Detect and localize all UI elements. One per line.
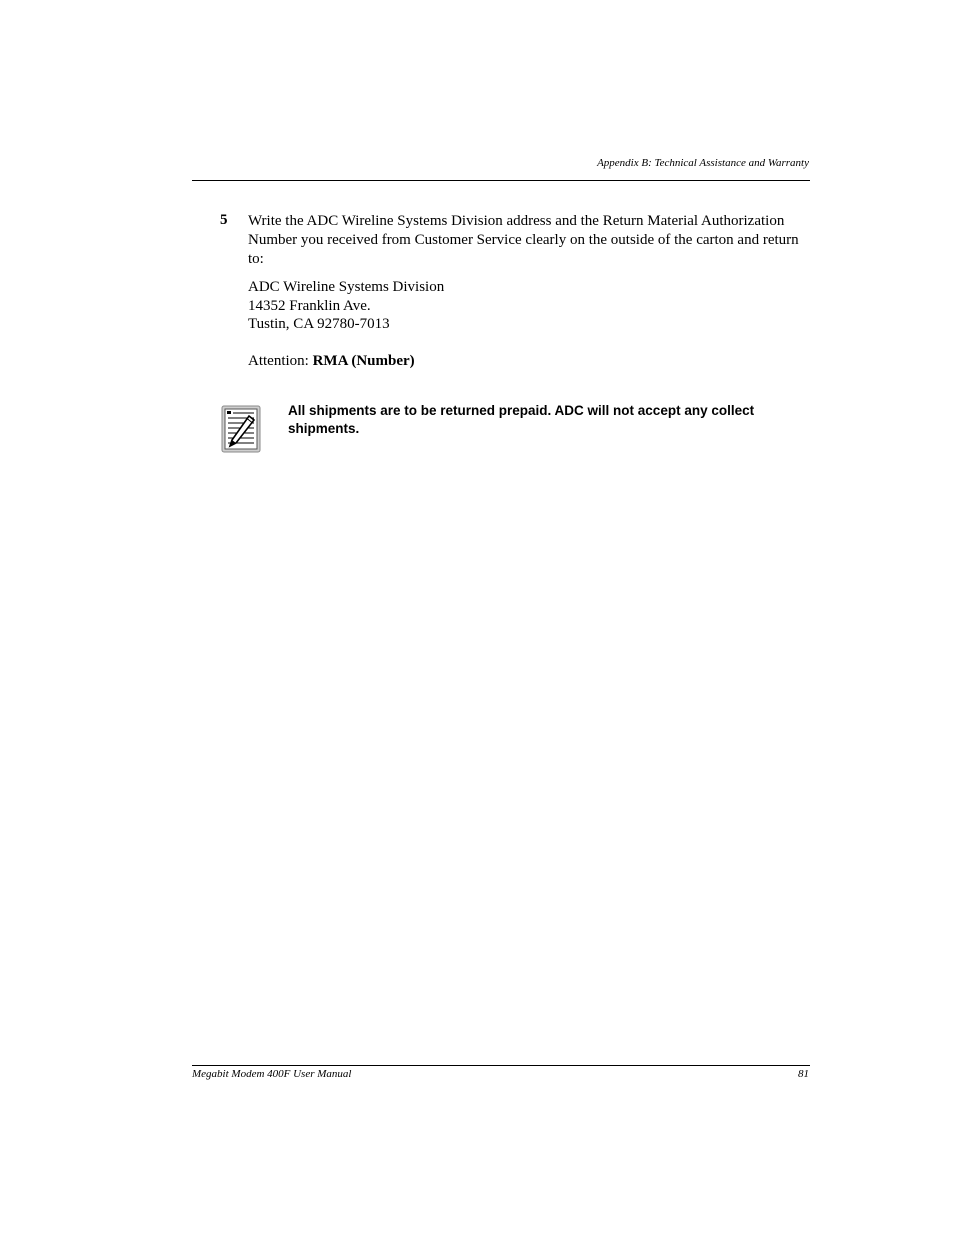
return-address xyxy=(248,278,444,334)
footer-rule xyxy=(192,1065,810,1066)
address-line-1: ADC Wireline Systems Division xyxy=(248,279,445,295)
step-text: Write the ADC Wireline Systems Division address and the Return Material Authorization Number you received from Customer Service clearly on the outside of the carton and return to: xyxy=(248,213,799,267)
step-number: 5 xyxy=(220,212,228,228)
page-number: 81 xyxy=(798,1068,809,1080)
address-line-3: Tustin, CA 92780-7013 xyxy=(248,316,390,332)
running-header: Appendix B: Technical Assistance and Warranty xyxy=(597,157,809,169)
note-text: All shipments are to be returned prepaid. ADC will not accept any collect shipments. xyxy=(288,403,755,436)
header-rule xyxy=(192,180,810,181)
address-line-2: 14352 Franklin Ave. xyxy=(248,297,371,314)
attention-line xyxy=(248,353,415,370)
attention-value: RMA (Number) xyxy=(312,353,415,369)
footer-manual-title: Megabit Modem 400F User Manual xyxy=(192,1068,352,1080)
note-pencil-icon xyxy=(221,405,261,453)
attention-label: Attention: xyxy=(248,353,313,369)
